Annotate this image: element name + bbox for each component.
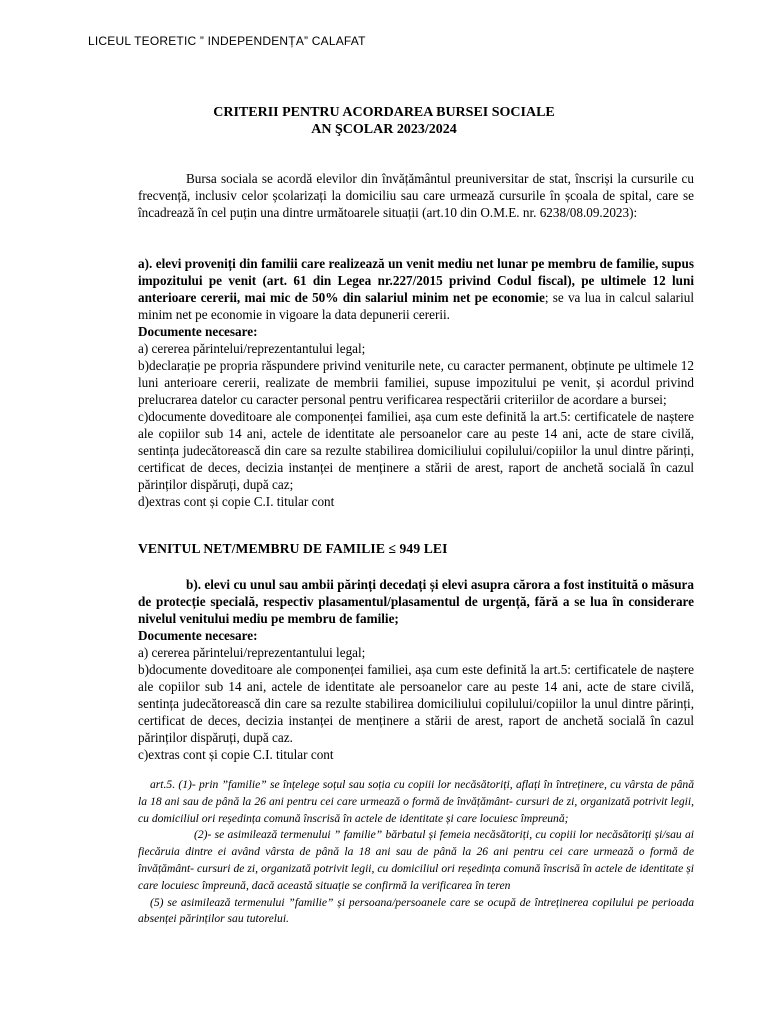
section-a-bold: a). elevi proveniți din familii care realizează un venit mediu net lunar pe membru de familie, supus impozitului pe venit (art. 61 din Legea nr.227/2015 privind Codul fiscal), pe ultimele 12 luni anterioare cererii, mai mic de 50% din salariul minim net pe economie [138,256,694,305]
intro-paragraph: Bursa sociala se acordă elevilor din învățământul preuniversitar de stat, înscriși la cursurile cu frecvență, inclusiv celor școlarizați la domiciliu sau care urmează cursurile în școala de spital, care se încadrează în cel puțin una dintre următoarele situații (art.10 din O.M.E. nr. 6238/08.09.2023): [138,171,694,220]
section-b-docs-heading: Documente necesare: [138,628,258,643]
art5-paragraph-1: art.5. (1)- prin ”familie” se înțelege soțul sau soția cu copiii lor necăsătoriți, aflați în întreținere, cu vârsta de până la 18 ani sau de până la 26 ani pentru cei care urmează o formă de învățământ- cursuri de zi, organizată potrivit legii, cu domiciliul ori reședința comună înscrisă în actele de identitate și care locuiesc împreună; [138,778,694,825]
section-b-doc-item: c)extras cont și copie C.I. titular cont [138,747,334,762]
section-a-doc-item: b)declarație pe propria răspundere privind veniturile nete, cu caracter permanent, obținute pe ultimele 12 luni anterioare cererii, realizate de membrii familiei, supuse impozitului pe venit, și acordul privind prelucrarea datelor cu caracter personal pentru verificarea respectării criteriilor de acordare a bursei; [138,358,694,407]
section-a-rest: ; se va lua in calcul salariul minim net pe economie in vigoare la data depunerii cererii. [138,290,694,322]
document-title: CRITERII PENTRU ACORDAREA BURSEI SOCIALE [213,105,555,120]
school-header: LICEUL TEORETIC ” INDEPENDENȚA” CALAFAT [88,34,366,48]
article-5-note [138,777,694,928]
section-a-doc-item: d)extras cont și copie C.I. titular cont [138,494,335,509]
section-a-docs-heading: Documente necesare: [138,324,258,339]
document-subtitle: AN ŞCOLAR 2023/2024 [311,122,457,137]
art5-paragraph-3: (5) se asimilează termenului ”familie” și persoana/persoanele care se ocupă de întreținerea copilului pe perioada absenței părinților sau tutorelui. [138,895,694,926]
section-b-doc-item: b)documente doveditoare ale componenței familiei, așa cum este definită la art.5: certificatele de naștere ale copiilor sub 14 ani, actele de identitate ale persoanelor care au peste 14 ani, acte de stare civilă, sentința judecătorească din care sa rezulte stabilirea domiciliului copilului/copiilor la unul dintre părinți, certificat de deces, decizia instanței de menținere a stării de arest, raport de anchetă socială în cazul părinților dispăruți, după caz. [138,662,694,745]
section-b-bold: b). elevi cu unul sau ambii părinți decedați și elevi asupra cărora a fost instituită o măsura de protecție specială, respectiv plasamentul/plasamentul de urgență, fără a se lua în considerare nivelul venitului mediu pe membru de familie; [138,577,694,626]
art5-paragraph-2: (2)- se asimilează termenului ” familie” bărbatul și femeia necăsătoriți, cu copiii lor necăsătoriți și/sau ai fiecăruia dintre ei având vârsta de până la 18 ani sau de până la 26 ani pentru cei care urmează o formă de învățământ- cursuri de zi, organizată potrivit legii, cu domiciliul ori reședința comună înscrisă în actele de identitate și care locuiesc împreună, dacă această situație se confirmă la verificarea în teren [138,828,694,892]
venit-net-heading: VENITUL NET/MEMBRU DE FAMILIE ≤ 949 LEI [138,541,448,556]
section-a-text [138,255,694,323]
section-a-doc-item: a) cererea părintelui/reprezentantului legal; [138,341,366,356]
section-a [138,255,694,510]
section-a-doc-item: c)documente doveditoare ale componenței familiei, așa cum este definită la art.5: certificatele de naștere ale copiilor sub 14 ani, actele de identitate ale persoanelor care au peste 14 ani, acte de stare civilă, sentința judecătorească din care sa rezulte stabilirea domiciliului copilului/copiilor la unul dintre părinți, certificat de deces, decizia instanței de menținere a stării de arest, raport de anchetă socială în cazul părinților dispăruți, după caz; [138,409,694,492]
section-b [138,576,694,763]
section-b-doc-item: a) cererea părintelui/reprezentantului legal; [138,645,366,660]
